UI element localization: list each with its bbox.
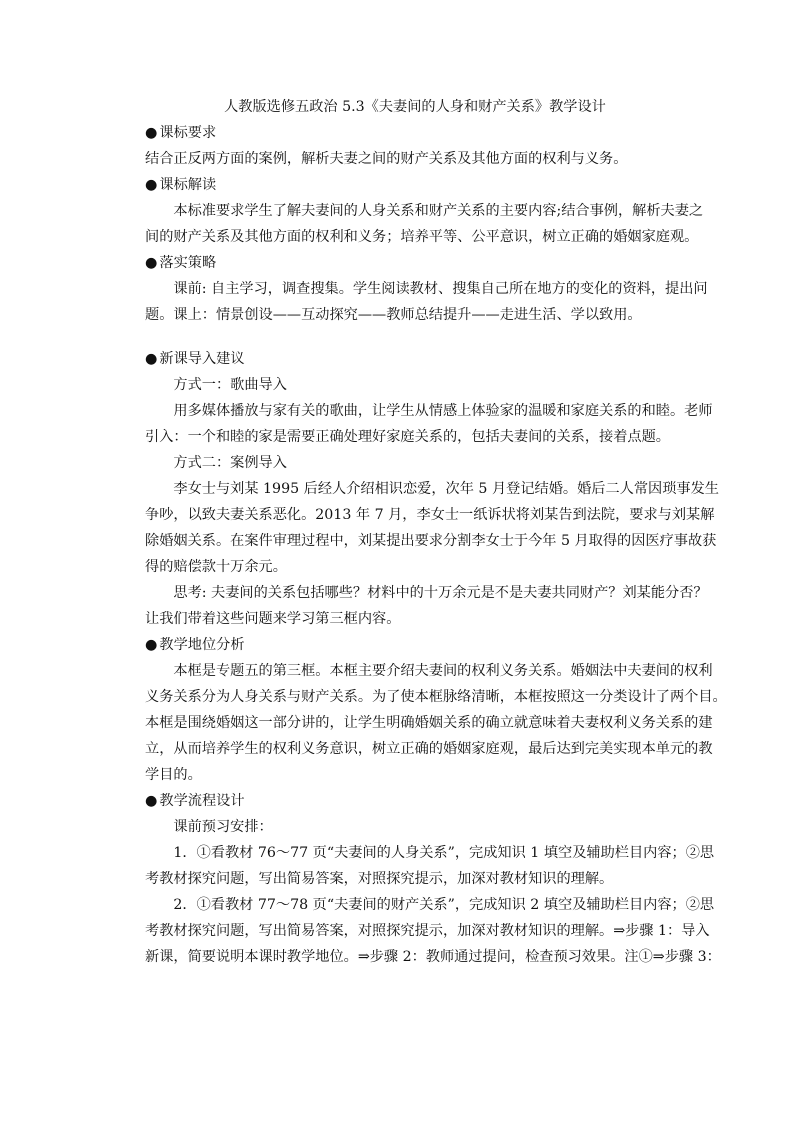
bullet-icon: ●: [145, 793, 158, 809]
section-heading-text: 落实策略: [159, 255, 217, 271]
section-heading-jiaoxue-liucheng: [145, 788, 685, 814]
bullet-icon: ●: [145, 637, 158, 653]
paragraph-line: 争吵，以致夫妻关系恶化。2013 年 7 月，李女士一纸诉状将刘某告到法院，要求与刘某解: [145, 507, 715, 523]
paragraph-line: 用多媒体播放与家有关的歌曲，让学生从情感上体验家的温暖和家庭关系的和睦。老师: [173, 403, 713, 419]
paragraph-line: 间的财产关系及其他方面的权利和义务；培养平等、公平意识，树立正确的婚姻家庭观。: [145, 229, 699, 245]
paragraph-line: 思考: 夫妻间的关系包括哪些？材料中的十万余元是不是夫妻共同财产？刘某能分否？: [173, 585, 708, 601]
bullet-icon: ●: [145, 255, 158, 271]
bullet-icon: ●: [145, 125, 158, 141]
list-item-line: [145, 970, 685, 996]
subsection-title: 方式二：案例导入: [173, 455, 287, 471]
paragraph-line: 李女士与刘某 1995 后经人介绍相识恋爱，次年 5 月登记结婚。婚后二人常因琐事发生: [173, 481, 719, 497]
bullet-icon: ●: [145, 351, 158, 367]
paragraph-line: 立，从而培养学生的权利义务意识，树立正确的婚姻家庭观，最后达到完美实现本单元的教: [145, 741, 713, 757]
paragraph-line: 结合正反两方面的案例，解析夫妻之间的财产关系及其他方面的权利与义务。: [145, 151, 628, 167]
subsection-title: 方式一：歌曲导入: [173, 377, 287, 393]
document-title: 人教版选修五政治 5.3《夫妻间的人身和财产关系》教学设计: [224, 99, 606, 115]
section-heading-jiaoxue-diwei: [145, 632, 685, 658]
section-heading-kebiao-jiedu: [145, 172, 685, 198]
list-item-line: 考教材探究问题，写出简易答案，对照探究提示，加深对教材知识的理解。: [145, 871, 614, 887]
paragraph-line: 学目的。: [145, 767, 202, 783]
section-heading-xinke-daoru: [145, 346, 685, 372]
paragraph-line: 题。课上：情景创设——互动探究——教师总结提升——走进生活、学以致用。: [145, 307, 642, 323]
paragraph-line: 引入：一个和睦的家是需要正确处理好家庭关系的，包括夫妻间的关系，接着点题。: [145, 429, 670, 445]
section-heading-kebiao-yaoqiu: [145, 120, 685, 146]
paragraph-line: 本框是专题五的第三框。本框主要介绍夫妻间的权利义务关系。婚姻法中夫妻间的权利: [173, 663, 713, 679]
list-item-line: 新课，简要说明本课时教学地位。⇒步骤 2：教师通过提问，检查预习效果。注①⇒步骤 3：: [145, 949, 721, 965]
paragraph-line: 得的赔偿款十万余元。: [145, 559, 287, 575]
paragraph-line: 让我们带着这些问题来学习第三框内容。: [145, 611, 401, 627]
paragraph-line: 本框是围绕婚姻这一部分讲的，让学生明确婚姻关系的确立就意味着夫妻权利义务关系的建: [145, 715, 713, 731]
paragraph-line: 本标准要求学生了解夫妻间的人身关系和财产关系的主要内容;结合事例，解析夫妻之: [173, 203, 704, 219]
list-item-line: 2．①看教材 77～78 页“夫妻间的财产关系”，完成知识 2 填空及辅助栏目内容；②思: [173, 897, 715, 913]
subsection-title: 课前预习安排：: [173, 819, 273, 835]
document-body: [145, 94, 727, 996]
section-heading-text: 教学地位分析: [159, 637, 245, 653]
list-item-line: 考教材探究问题，写出简易答案，对照探究提示，加深对教材知识的理解。⇒步骤 1：导入: [145, 923, 710, 939]
section-heading-text: 新课导入建议: [159, 351, 245, 367]
section-heading-luoshi-celue: [145, 250, 685, 276]
paragraph-line: 义务关系分为人身关系与财产关系。为了使本框脉络清晰，本框按照这一分类设计了两个目。: [145, 689, 727, 705]
section-heading-text: 课标要求: [159, 125, 217, 141]
section-heading-text: 课标解读: [159, 177, 217, 193]
blank-gap: [145, 328, 685, 346]
section-heading-text: 教学流程设计: [159, 793, 245, 809]
paragraph-line: 课前: 自主学习，调查搜集。学生阅读教材、搜集自己所在地方的变化的资料，提出问: [173, 281, 708, 297]
paragraph-line: 除婚姻关系。在案件审理过程中，刘某提出要求分割李女士于今年 5 月取得的因医疗事故获: [145, 533, 717, 549]
list-item-line: 1．①看教材 76～77 页“夫妻间的人身关系”，完成知识 1 填空及辅助栏目内容；②思: [173, 845, 715, 861]
bullet-icon: ●: [145, 177, 158, 193]
